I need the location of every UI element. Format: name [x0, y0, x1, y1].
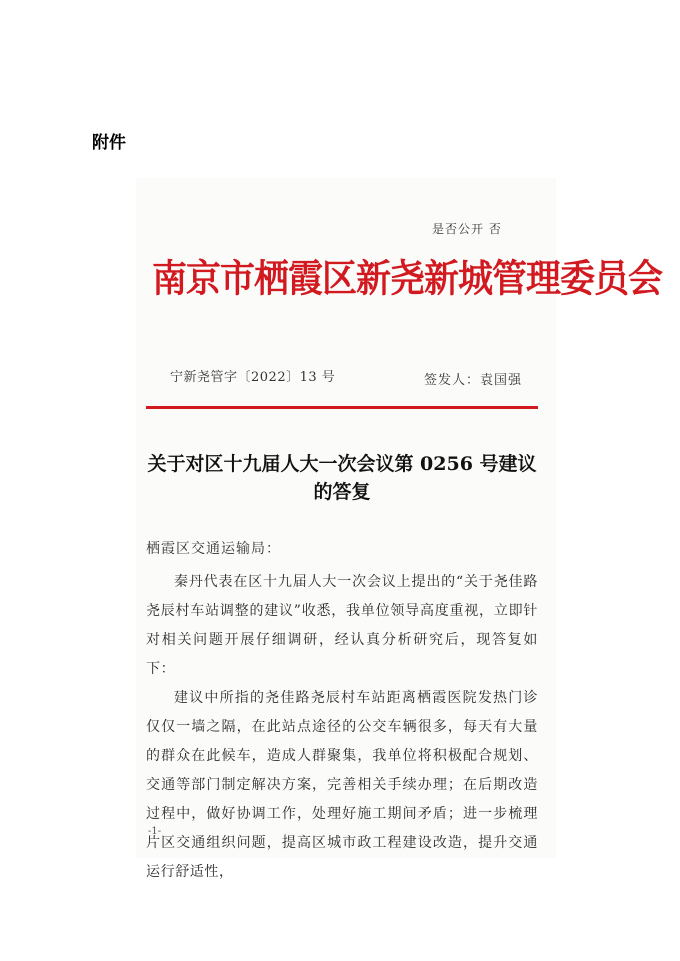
document-body [146, 568, 538, 887]
body-paragraph: 秦丹代表在区十九届人大一次会议上提出的“关于尧佳路尧辰村车站调整的建议”收悉，我单位领导高度重视，立即针对相关问题开展仔细调研，经认真分析研究后，现答复如下： [146, 574, 538, 677]
public-status: 是否公开 否 [432, 222, 502, 236]
red-divider-line [146, 406, 538, 409]
organization-header: 南京市栖霞区新尧新城管理委员会 [152, 257, 663, 302]
document-title [146, 450, 538, 506]
body-paragraph: 建议中所指的尧佳路尧辰村车站距离栖霞医院发热门诊仅仅一墙之隔，在此站点途径的公交车辆很多，每天有大量的群众在此候车，造成人群聚集，我单位将积极配合规划、交通等部门制定解决方案，完善相关手续办理；在后期改造过程中，做好协调工作，处理好施工期间矛盾；进一步梳理片区交通组织问题，提高区城市政工程建设改造，提升交通运行舒适性， [146, 690, 538, 880]
recipient: 栖霞区交通运输局： [146, 541, 281, 557]
document-number: 宁新尧管字〔2022〕13 号 [170, 370, 336, 385]
signer: 签发人：袁国强 [424, 373, 523, 388]
attachment-label: 附件 [92, 133, 126, 153]
title-line-1: 关于对区十九届人大一次会议第 0256 号建议 [147, 453, 537, 475]
page-number: -1- [148, 826, 162, 837]
title-line-2: 的答复 [313, 481, 371, 503]
